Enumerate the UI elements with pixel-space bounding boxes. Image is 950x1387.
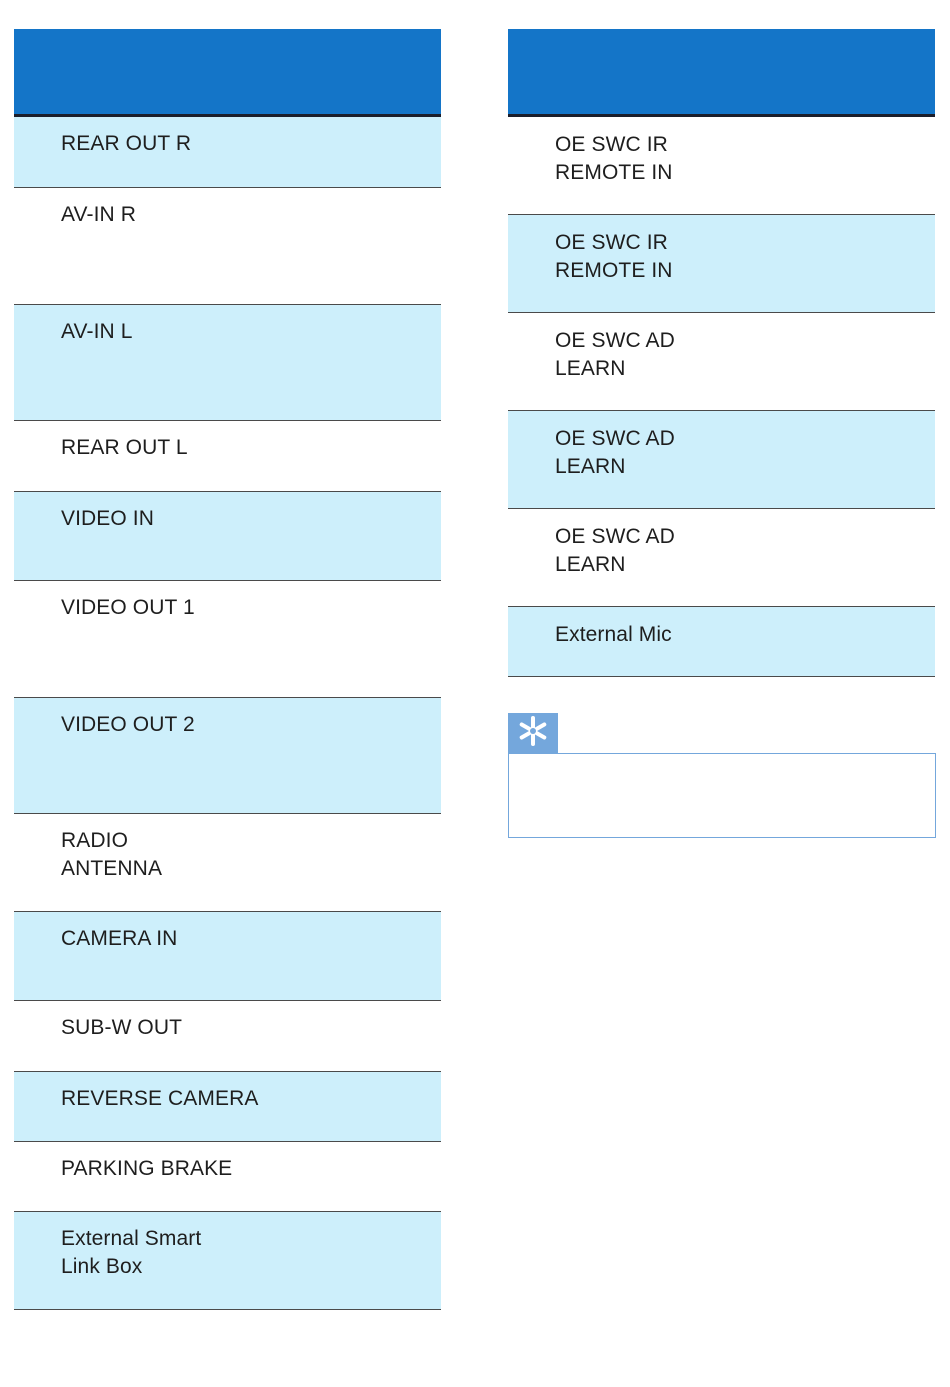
row-label: OE SWC IR REMOTE IN [555,133,673,184]
row-label: CAMERA IN [61,927,178,950]
row-label: SUB-W OUT [61,1016,183,1039]
table-row [14,117,441,188]
row-label: VIDEO IN [61,507,154,530]
table-row [14,188,441,305]
table-row [14,1142,441,1212]
table-row [508,117,935,215]
row-label: AV-IN R [61,203,136,226]
row-label: RADIO ANTENNA [61,829,163,880]
table-row [508,509,935,607]
row-label: External Smart Link Box [61,1227,202,1278]
table-row [14,581,441,698]
table-header [508,29,935,117]
row-label: OE SWC IR REMOTE IN [555,231,673,282]
table-row [14,698,441,814]
table-row [14,305,441,421]
table-row [14,912,441,1001]
row-label: AV-IN L [61,320,133,343]
row-label: PARKING BRAKE [61,1157,233,1180]
table-row [14,814,441,912]
left-connector-table [14,29,441,1310]
table-row [14,1212,441,1310]
tip-box [508,713,936,838]
right-connector-table [508,29,935,677]
row-label: REAR OUT R [61,132,192,155]
tip-content [508,753,936,838]
table-row [14,1072,441,1142]
tip-badge [508,713,558,754]
row-label: REAR OUT L [61,436,188,459]
table-row [14,492,441,581]
table-header [14,29,441,117]
row-label: VIDEO OUT 2 [61,713,195,736]
table-row [508,313,935,411]
table-row [14,1001,441,1072]
table-row [508,215,935,313]
table-row [14,421,441,492]
row-label: External Mic [555,623,672,646]
row-label: VIDEO OUT 1 [61,596,195,619]
asterisk-icon [516,714,550,753]
row-label: OE SWC AD LEARN [555,427,675,478]
table-row [508,607,935,677]
row-label: REVERSE CAMERA [61,1087,259,1110]
row-label: OE SWC AD LEARN [555,525,675,576]
row-label: OE SWC AD LEARN [555,329,675,380]
table-row [508,411,935,509]
